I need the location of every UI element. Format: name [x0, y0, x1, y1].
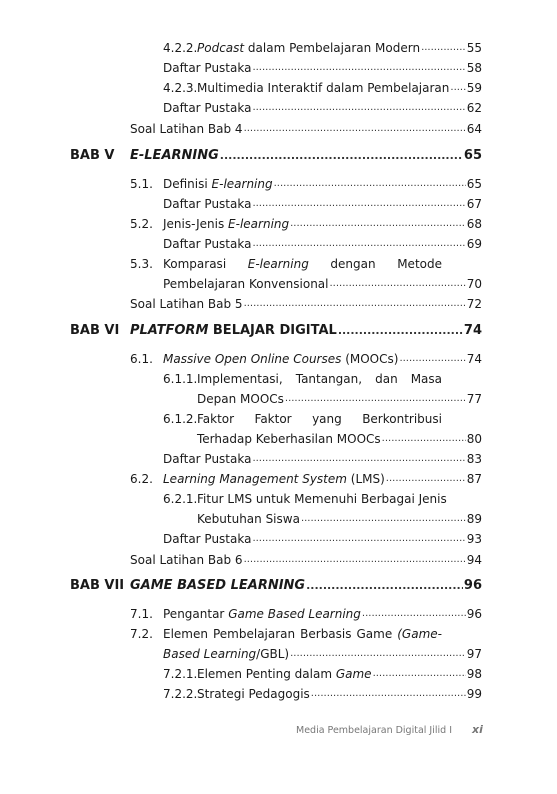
- toc-entry-number: 5.1.: [130, 177, 153, 191]
- toc-entry-line1[interactable]: Fitur LMS untuk Memenuhi Berbagai Jenis: [197, 492, 447, 506]
- toc-entry-line2[interactable]: [197, 391, 482, 407]
- toc-entry-title: Soal Latihan Bab 5: [130, 297, 243, 311]
- dot-leader: [285, 393, 466, 405]
- dot-leader: [290, 218, 466, 230]
- toc-entry-title: Strategi Pedagogis: [197, 687, 310, 701]
- toc-entry-title: Daftar Pustaka: [163, 532, 252, 546]
- toc-page-number: 55: [466, 41, 482, 55]
- toc-page-number: 99: [466, 687, 482, 701]
- dot-leader: [290, 648, 466, 660]
- toc-page-number: 64: [466, 122, 482, 136]
- toc-page-number: 58: [466, 61, 482, 75]
- dot-leader: [386, 473, 466, 485]
- toc-page-number: 77: [466, 392, 482, 406]
- toc-entry-title: Daftar Pustaka: [163, 197, 252, 211]
- toc-entry-title: Multimedia Interaktif dalam Pembelajaran: [197, 81, 450, 95]
- dot-leader: [306, 580, 463, 592]
- chapter-label: BAB V: [70, 148, 115, 163]
- toc-entry-number: 7.2.2.: [163, 687, 198, 701]
- toc-word: Tantangan,: [295, 372, 363, 386]
- dot-leader: [362, 608, 466, 620]
- chapter-label: BAB VII: [70, 578, 125, 593]
- toc-page-number: 96: [466, 607, 482, 621]
- chapter-title-italic: PLATFORM: [130, 323, 209, 338]
- toc-entry-title: dalam Pembelajaran Modern: [244, 41, 421, 55]
- toc-entry-title-italic: Game Based Learning: [228, 607, 361, 621]
- toc-entry[interactable]: [163, 176, 482, 192]
- toc-entry[interactable]: [163, 451, 482, 467]
- toc-entry-title: Daftar Pustaka: [163, 101, 252, 115]
- toc-entry[interactable]: [130, 552, 482, 568]
- toc-entry[interactable]: [163, 531, 482, 547]
- toc-entry-title: Soal Latihan Bab 6: [130, 553, 243, 567]
- toc-page-number: 80: [466, 432, 482, 446]
- toc-word: Faktor: [197, 412, 235, 426]
- toc-chapter-entry[interactable]: [130, 148, 482, 164]
- footer-page-number: xi: [472, 723, 483, 736]
- toc-page-number: 87: [466, 472, 482, 486]
- toc-word: Elemen: [163, 627, 208, 641]
- toc-entry-line2[interactable]: [197, 511, 482, 527]
- toc-entry[interactable]: [163, 216, 482, 232]
- toc-entry[interactable]: [197, 80, 482, 96]
- toc-entry-title-italic: Massive Open Online Courses: [163, 352, 342, 366]
- toc-entry-line1[interactable]: [163, 256, 442, 272]
- dot-leader: [373, 668, 466, 680]
- toc-entry-title: Definisi: [163, 177, 212, 191]
- toc-entry-number: 6.1.1.: [163, 372, 198, 386]
- toc-word: Faktor: [254, 412, 292, 426]
- dot-leader: [421, 42, 466, 54]
- toc-entry[interactable]: [130, 121, 482, 137]
- toc-word-italic: E-learning: [247, 257, 309, 271]
- toc-entry-title: Pengantar: [163, 607, 229, 621]
- dot-leader: [252, 238, 465, 250]
- toc-page-number: 72: [466, 297, 482, 311]
- chapter-label: BAB VI: [70, 323, 120, 338]
- toc-entry-title: Depan MOOCs: [197, 392, 284, 406]
- toc-entry[interactable]: [130, 296, 482, 312]
- toc-entry[interactable]: [163, 471, 482, 487]
- dot-leader: [252, 533, 465, 545]
- toc-entry-title: /GBL): [256, 647, 290, 661]
- toc-word: Berbasis: [300, 627, 352, 641]
- dot-leader: [338, 325, 463, 337]
- toc-entry[interactable]: [163, 236, 482, 252]
- toc-entry-title-italic: E-learning: [228, 217, 290, 231]
- dot-leader: [399, 353, 465, 365]
- dot-leader: [450, 82, 465, 94]
- toc-chapter-entry[interactable]: [130, 323, 482, 339]
- toc-entry-line1[interactable]: [197, 411, 442, 427]
- toc-entry-number: 6.1.2.: [163, 412, 198, 426]
- dot-leader: [252, 62, 465, 74]
- toc-page-number: 62: [466, 101, 482, 115]
- toc-entry-title: Jenis-Jenis: [163, 217, 229, 231]
- toc-entry-line2[interactable]: [197, 431, 482, 447]
- dot-leader: [382, 433, 466, 445]
- toc-entry-title: Elemen Penting dalam: [197, 667, 336, 681]
- toc-page-number: 93: [466, 532, 482, 546]
- toc-entry[interactable]: [197, 666, 482, 682]
- toc-entry-line2[interactable]: [163, 276, 482, 292]
- toc-entry-line1[interactable]: [197, 371, 442, 387]
- toc-page-number: 96: [463, 578, 482, 593]
- toc-entry-title: Soal Latihan Bab 4: [130, 122, 243, 136]
- toc-word: yang: [312, 412, 342, 426]
- dot-leader: [311, 688, 466, 700]
- toc-entry-title-italic: Game: [335, 667, 372, 681]
- toc-word-italic: (Game-: [397, 627, 442, 641]
- dot-leader: [252, 453, 465, 465]
- toc-entry[interactable]: [163, 606, 482, 622]
- toc-entry[interactable]: [197, 40, 482, 56]
- dot-leader: [301, 513, 466, 525]
- toc-entry-number: 5.2.: [130, 217, 153, 231]
- toc-page-number: 65: [466, 177, 482, 191]
- toc-word: dan: [375, 372, 398, 386]
- toc-word: Komparasi: [163, 257, 227, 271]
- toc-entry-title: (LMS): [346, 472, 385, 486]
- toc-entry[interactable]: [163, 100, 482, 116]
- toc-word: Berkontribusi: [362, 412, 442, 426]
- toc-entry-title: Pembelajaran Konvensional: [163, 277, 329, 291]
- toc-chapter-entry[interactable]: [130, 578, 482, 594]
- toc-entry-number: 7.2.: [130, 627, 153, 641]
- toc-entry-title-italic: E-learning: [211, 177, 273, 191]
- toc-page-number: 59: [466, 81, 482, 95]
- dot-leader: [252, 198, 465, 210]
- toc-entry-title-italic: Learning Management System: [163, 472, 347, 486]
- chapter-title: E-LEARNING: [130, 148, 219, 163]
- toc-entry-title-italic: Based Learning: [163, 647, 257, 661]
- toc-page-number: 98: [466, 667, 482, 681]
- toc-entry-title-italic: Podcast: [197, 41, 245, 55]
- toc-word: Game: [356, 627, 393, 641]
- toc-word: Implementasi,: [197, 372, 283, 386]
- toc-entry[interactable]: [197, 686, 482, 702]
- toc-page-number: 74: [463, 323, 482, 338]
- toc-entry[interactable]: [163, 60, 482, 76]
- toc-entry-number: 6.1.: [130, 352, 153, 366]
- toc-entry-title: Daftar Pustaka: [163, 452, 252, 466]
- toc-word: Metode: [397, 257, 442, 271]
- toc-entry-title: Daftar Pustaka: [163, 61, 252, 75]
- dot-leader: [244, 554, 466, 566]
- toc-entry-number: 4.2.3.: [163, 81, 198, 95]
- chapter-title: GAME BASED LEARNING: [130, 578, 306, 593]
- dot-leader: [220, 150, 463, 162]
- dot-leader: [274, 178, 466, 190]
- toc-entry-number: 6.2.: [130, 472, 153, 486]
- toc-word: Pembelajaran: [212, 627, 296, 641]
- toc-entry-title: Terhadap Keberhasilan MOOCs: [197, 432, 381, 446]
- toc-page-number: 68: [466, 217, 482, 231]
- toc-page-number: 74: [466, 352, 482, 366]
- chapter-title: BELAJAR DIGITAL: [208, 323, 337, 338]
- toc-page-number: 97: [466, 647, 482, 661]
- footer-book-title: Media Pembelajaran Digital Jilid I: [296, 725, 453, 736]
- toc-entry-number: 7.1.: [130, 607, 153, 621]
- toc-entry-line1[interactable]: [163, 626, 442, 642]
- dot-leader: [252, 102, 465, 114]
- toc-page-number: 89: [466, 512, 482, 526]
- toc-entry-title: (MOOCs): [341, 352, 399, 366]
- toc-page-number: 83: [466, 452, 482, 466]
- toc-page-number: 67: [466, 197, 482, 211]
- toc-page-number: 94: [466, 553, 482, 567]
- toc-entry-title: Kebutuhan Siswa: [197, 512, 300, 526]
- toc-entry-number: 7.2.1.: [163, 667, 198, 681]
- dot-leader: [330, 278, 466, 290]
- toc-entry[interactable]: [163, 196, 482, 212]
- toc-entry[interactable]: [163, 351, 482, 367]
- toc-page-number: 69: [466, 237, 482, 251]
- toc-entry-number: 5.3.: [130, 257, 153, 271]
- toc-entry-title: Daftar Pustaka: [163, 237, 252, 251]
- toc-page-number: 65: [463, 148, 482, 163]
- toc-entry-number: 6.2.1.: [163, 492, 198, 506]
- toc-word: dengan: [330, 257, 376, 271]
- dot-leader: [244, 123, 466, 135]
- dot-leader: [244, 298, 466, 310]
- toc-entry-line2[interactable]: [163, 646, 482, 662]
- toc-entry-number: 4.2.2.: [163, 41, 198, 55]
- toc-page-number: 70: [466, 277, 482, 291]
- toc-word: Masa: [410, 372, 442, 386]
